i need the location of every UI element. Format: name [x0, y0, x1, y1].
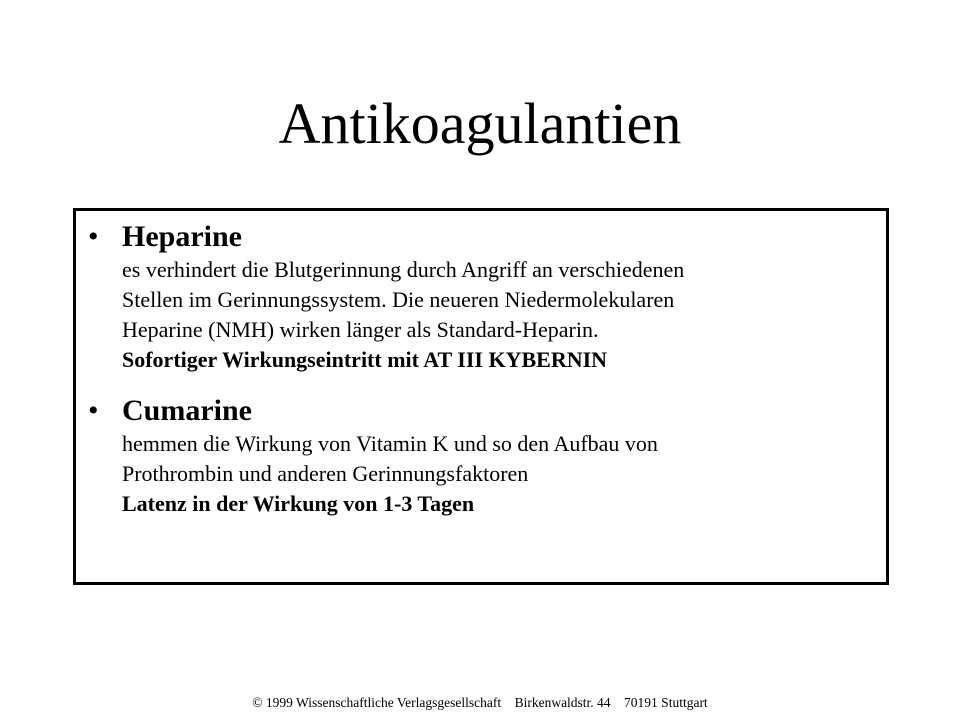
bullet-emphasis: Sofortiger Wirkungseintritt mit AT III KYBERNIN	[122, 347, 608, 372]
bullet-description: hemmen die Wirkung von Vitamin K und so den Aufbau von Prothrombin und anderen Gerinnungsfaktoren	[122, 431, 658, 486]
bullet-dot-icon: •	[88, 394, 99, 427]
bullet-list	[88, 219, 876, 519]
bullet-heading: Heparine	[122, 220, 242, 253]
bullet-description: es verhindert die Blutgerinnung durch Angriff an verschiedenen Stellen im Gerinnungssystem. Die neueren Niedermolekularen Heparine (NMH) wirken länger als Standard-Heparin.	[122, 257, 685, 342]
content-box	[73, 208, 889, 585]
copyright-footer: © 1999 Wissenschaftliche Verlagsgesellschaft Birkenwaldstr. 44 70191 Stuttgart	[252, 695, 708, 710]
slide-title: Antikoagulantien	[278, 91, 682, 156]
bullet-heading: Cumarine	[122, 394, 252, 427]
bullet-emphasis: Latenz in der Wirkung von 1-3 Tagen	[122, 491, 475, 516]
bullet-item-cumarine	[88, 393, 876, 519]
bullet-item-heparine	[88, 219, 876, 375]
bullet-dot-icon: •	[88, 220, 99, 253]
